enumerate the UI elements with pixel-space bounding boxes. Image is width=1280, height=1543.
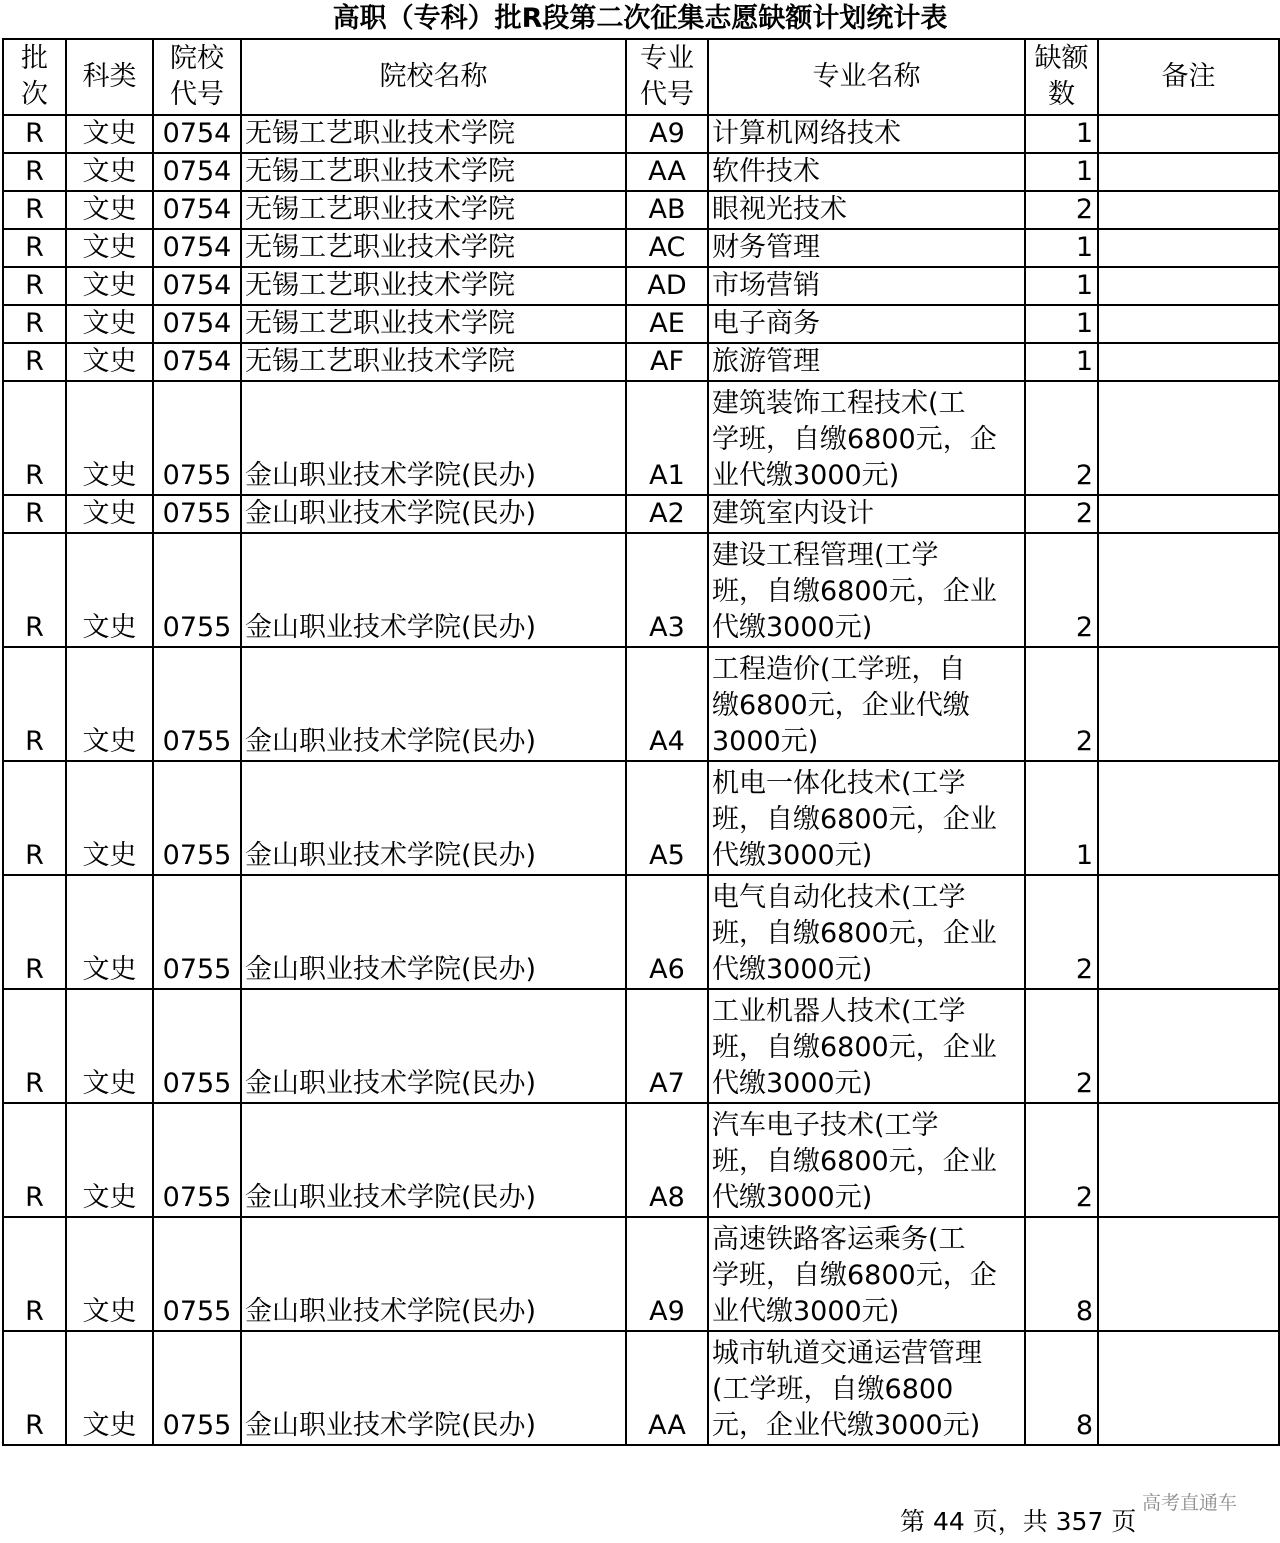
cell-batch: R (3, 229, 66, 267)
major-name-line: 业代缴3000元) (712, 1296, 900, 1327)
cell-school-name: 无锡工艺职业技术学院 (241, 305, 626, 343)
cell-major-name (708, 1103, 1025, 1217)
cell-batch: R (3, 305, 66, 343)
major-name-line: 班，自缴6800元，企业 (712, 576, 997, 607)
cell-subject: 文史 (66, 115, 153, 153)
cell-remark (1098, 191, 1279, 229)
cell-major-name (708, 153, 1025, 191)
cell-major-code: AC (626, 229, 708, 267)
major-name-line: 代缴3000元) (712, 840, 873, 871)
header-school-code (153, 39, 241, 115)
cell-major-name (708, 381, 1025, 495)
cell-school-code: 0754 (153, 153, 241, 191)
header-subject: 科类 (66, 39, 153, 115)
header-major-code-line: 代号 (640, 79, 694, 110)
header-vacancy-line: 数 (1048, 79, 1075, 110)
major-name-line: 代缴3000元) (712, 612, 873, 643)
major-name-line: 建筑室内设计 (712, 498, 874, 529)
cell-subject: 文史 (66, 1217, 153, 1331)
cell-vacancy: 2 (1025, 647, 1098, 761)
cell-vacancy: 1 (1025, 761, 1098, 875)
major-name-line: 3000元) (712, 726, 819, 757)
cell-major-code: A9 (626, 115, 708, 153)
cell-school-name: 金山职业技术学院(民办) (241, 875, 626, 989)
cell-batch: R (3, 647, 66, 761)
cell-vacancy: 2 (1025, 1103, 1098, 1217)
table-body (3, 115, 1279, 1445)
cell-subject: 文史 (66, 875, 153, 989)
cell-subject: 文史 (66, 495, 153, 533)
cell-school-code: 0754 (153, 191, 241, 229)
cell-remark (1098, 1331, 1279, 1445)
major-name-line: 软件技术 (712, 156, 820, 187)
cell-major-name (708, 267, 1025, 305)
cell-remark (1098, 153, 1279, 191)
cell-batch: R (3, 1331, 66, 1445)
cell-batch: R (3, 989, 66, 1103)
header-vacancy-line: 缺额 (1034, 43, 1089, 74)
table-row (3, 533, 1279, 647)
cell-vacancy: 2 (1025, 989, 1098, 1103)
cell-vacancy: 8 (1025, 1331, 1098, 1445)
cell-vacancy: 2 (1025, 381, 1098, 495)
cell-vacancy: 2 (1025, 495, 1098, 533)
cell-school-code: 0755 (153, 1103, 241, 1217)
cell-major-name (708, 989, 1025, 1103)
table-row (3, 191, 1279, 229)
cell-school-code: 0755 (153, 1331, 241, 1445)
cell-school-code: 0754 (153, 305, 241, 343)
cell-remark (1098, 495, 1279, 533)
cell-school-name: 金山职业技术学院(民办) (241, 533, 626, 647)
cell-batch: R (3, 1217, 66, 1331)
major-name-line: 学班，自缴6800元，企 (712, 1260, 997, 1291)
header-major-code (626, 39, 708, 115)
cell-batch: R (3, 191, 66, 229)
cell-school-code: 0754 (153, 343, 241, 381)
cell-subject: 文史 (66, 305, 153, 343)
cell-school-code: 0755 (153, 495, 241, 533)
vacancy-table (2, 38, 1280, 1446)
table-header-row (3, 39, 1279, 115)
cell-school-name: 金山职业技术学院(民办) (241, 647, 626, 761)
table-row (3, 343, 1279, 381)
cell-major-code: A4 (626, 647, 708, 761)
cell-remark (1098, 343, 1279, 381)
table-row (3, 495, 1279, 533)
cell-school-code: 0755 (153, 989, 241, 1103)
cell-remark (1098, 1103, 1279, 1217)
cell-major-code: A6 (626, 875, 708, 989)
major-name-line: 代缴3000元) (712, 1068, 873, 1099)
cell-major-name (708, 229, 1025, 267)
cell-batch: R (3, 533, 66, 647)
header-school-code-line: 代号 (170, 79, 224, 110)
cell-vacancy: 1 (1025, 229, 1098, 267)
cell-major-name (708, 191, 1025, 229)
cell-major-code: AB (626, 191, 708, 229)
cell-major-name (708, 305, 1025, 343)
cell-batch: R (3, 875, 66, 989)
major-name-line: 班，自缴6800元，企业 (712, 1032, 997, 1063)
header-vacancy (1025, 39, 1098, 115)
header-major-name: 专业名称 (708, 39, 1025, 115)
cell-major-code: A9 (626, 1217, 708, 1331)
cell-subject: 文史 (66, 267, 153, 305)
table-row (3, 381, 1279, 495)
cell-remark (1098, 875, 1279, 989)
cell-school-name: 金山职业技术学院(民办) (241, 495, 626, 533)
major-name-line: 眼视光技术 (712, 194, 847, 225)
cell-vacancy: 1 (1025, 267, 1098, 305)
page-number: 第 44 页，共 357 页 (900, 1507, 1137, 1536)
cell-batch: R (3, 267, 66, 305)
major-name-line: 学班，自缴6800元，企 (712, 424, 997, 455)
table-row (3, 229, 1279, 267)
cell-vacancy: 1 (1025, 115, 1098, 153)
cell-major-name (708, 647, 1025, 761)
cell-batch: R (3, 153, 66, 191)
cell-subject: 文史 (66, 989, 153, 1103)
cell-major-name (708, 1331, 1025, 1445)
cell-major-name (708, 343, 1025, 381)
cell-major-code: AA (626, 153, 708, 191)
cell-school-name: 金山职业技术学院(民办) (241, 1103, 626, 1217)
table-row (3, 989, 1279, 1103)
header-batch-line: 次 (21, 79, 48, 110)
cell-subject: 文史 (66, 1331, 153, 1445)
table-row (3, 305, 1279, 343)
cell-school-code: 0755 (153, 875, 241, 989)
table-row (3, 1217, 1279, 1331)
major-name-line: (工学班，自缴6800 (712, 1374, 954, 1405)
cell-school-code: 0755 (153, 381, 241, 495)
table-row (3, 267, 1279, 305)
major-name-line: 高速铁路客运乘务(工 (712, 1224, 966, 1255)
cell-subject: 文史 (66, 343, 153, 381)
cell-school-code: 0755 (153, 1217, 241, 1331)
major-name-line: 电气自动化技术(工学 (712, 882, 966, 913)
cell-school-code: 0754 (153, 229, 241, 267)
major-name-line: 工程造价(工学班，自 (712, 654, 966, 685)
cell-remark (1098, 533, 1279, 647)
cell-subject: 文史 (66, 761, 153, 875)
cell-vacancy: 1 (1025, 305, 1098, 343)
major-name-line: 工业机器人技术(工学 (712, 996, 966, 1027)
cell-school-name: 金山职业技术学院(民办) (241, 381, 626, 495)
header-school-code-line: 院校 (170, 43, 224, 74)
cell-major-code: A7 (626, 989, 708, 1103)
cell-vacancy: 8 (1025, 1217, 1098, 1331)
header-remark: 备注 (1098, 39, 1279, 115)
table-row (3, 761, 1279, 875)
table-row (3, 115, 1279, 153)
cell-major-name (708, 1217, 1025, 1331)
major-name-line: 建筑装饰工程技术(工 (712, 388, 966, 419)
major-name-line: 元，企业代缴3000元) (712, 1410, 981, 1441)
cell-batch: R (3, 343, 66, 381)
table-row (3, 647, 1279, 761)
major-name-line: 市场营销 (712, 270, 820, 301)
cell-major-code: A2 (626, 495, 708, 533)
cell-remark (1098, 267, 1279, 305)
cell-major-code: AD (626, 267, 708, 305)
major-name-line: 业代缴3000元) (712, 460, 900, 491)
cell-school-name: 无锡工艺职业技术学院 (241, 191, 626, 229)
major-name-line: 机电一体化技术(工学 (712, 768, 966, 799)
cell-remark (1098, 761, 1279, 875)
cell-major-code: AA (626, 1331, 708, 1445)
major-name-line: 代缴3000元) (712, 1182, 873, 1213)
cell-batch: R (3, 761, 66, 875)
cell-major-code: A8 (626, 1103, 708, 1217)
cell-subject: 文史 (66, 229, 153, 267)
cell-school-code: 0754 (153, 267, 241, 305)
cell-vacancy: 2 (1025, 875, 1098, 989)
table-row (3, 1331, 1279, 1445)
cell-remark (1098, 305, 1279, 343)
cell-remark (1098, 381, 1279, 495)
cell-major-name (708, 533, 1025, 647)
cell-vacancy: 1 (1025, 343, 1098, 381)
cell-school-name: 无锡工艺职业技术学院 (241, 115, 626, 153)
major-name-line: 缴6800元，企业代缴 (712, 690, 970, 721)
major-name-line: 财务管理 (712, 232, 820, 263)
cell-major-code: A3 (626, 533, 708, 647)
header-school-name: 院校名称 (241, 39, 626, 115)
table-row (3, 875, 1279, 989)
header-major-code-line: 专业 (640, 43, 694, 74)
cell-subject: 文史 (66, 191, 153, 229)
cell-school-name: 无锡工艺职业技术学院 (241, 267, 626, 305)
cell-major-code: AE (626, 305, 708, 343)
cell-vacancy: 2 (1025, 533, 1098, 647)
header-batch (3, 39, 66, 115)
cell-remark (1098, 115, 1279, 153)
cell-major-name (708, 875, 1025, 989)
cell-remark (1098, 989, 1279, 1103)
cell-batch: R (3, 495, 66, 533)
cell-school-name: 无锡工艺职业技术学院 (241, 343, 626, 381)
cell-major-name (708, 115, 1025, 153)
major-name-line: 汽车电子技术(工学 (712, 1110, 939, 1141)
cell-major-code: A5 (626, 761, 708, 875)
cell-school-name: 金山职业技术学院(民办) (241, 761, 626, 875)
cell-school-name: 金山职业技术学院(民办) (241, 989, 626, 1103)
major-name-line: 班，自缴6800元，企业 (712, 918, 997, 949)
cell-school-code: 0755 (153, 647, 241, 761)
cell-remark (1098, 647, 1279, 761)
page-title: 高职（专科）批R段第二次征集志愿缺额计划统计表 (332, 3, 948, 34)
major-name-line: 班，自缴6800元，企业 (712, 804, 997, 835)
cell-subject: 文史 (66, 647, 153, 761)
cell-school-name: 无锡工艺职业技术学院 (241, 229, 626, 267)
cell-batch: R (3, 115, 66, 153)
major-name-line: 计算机网络技术 (712, 118, 901, 149)
cell-major-code: A1 (626, 381, 708, 495)
cell-batch: R (3, 1103, 66, 1217)
cell-subject: 文史 (66, 153, 153, 191)
major-name-line: 班，自缴6800元，企业 (712, 1146, 997, 1177)
header-batch-line: 批 (21, 43, 48, 74)
cell-school-code: 0754 (153, 115, 241, 153)
cell-remark (1098, 229, 1279, 267)
cell-school-code: 0755 (153, 533, 241, 647)
major-name-line: 旅游管理 (712, 346, 820, 377)
table-row (3, 1103, 1279, 1217)
cell-subject: 文史 (66, 533, 153, 647)
cell-school-name: 金山职业技术学院(民办) (241, 1331, 626, 1445)
major-name-line: 代缴3000元) (712, 954, 873, 985)
cell-subject: 文史 (66, 1103, 153, 1217)
cell-school-name: 无锡工艺职业技术学院 (241, 153, 626, 191)
cell-school-name: 金山职业技术学院(民办) (241, 1217, 626, 1331)
cell-major-code: AF (626, 343, 708, 381)
cell-remark (1098, 1217, 1279, 1331)
cell-vacancy: 1 (1025, 153, 1098, 191)
cell-school-code: 0755 (153, 761, 241, 875)
cell-vacancy: 2 (1025, 191, 1098, 229)
watermark-text: 高考直通车 (1142, 1492, 1238, 1514)
major-name-line: 电子商务 (712, 308, 820, 339)
major-name-line: 城市轨道交通运营管理 (712, 1338, 982, 1369)
table-row (3, 153, 1279, 191)
cell-major-name (708, 495, 1025, 533)
major-name-line: 建设工程管理(工学 (712, 540, 939, 571)
cell-subject: 文史 (66, 381, 153, 495)
cell-major-name (708, 761, 1025, 875)
cell-batch: R (3, 381, 66, 495)
